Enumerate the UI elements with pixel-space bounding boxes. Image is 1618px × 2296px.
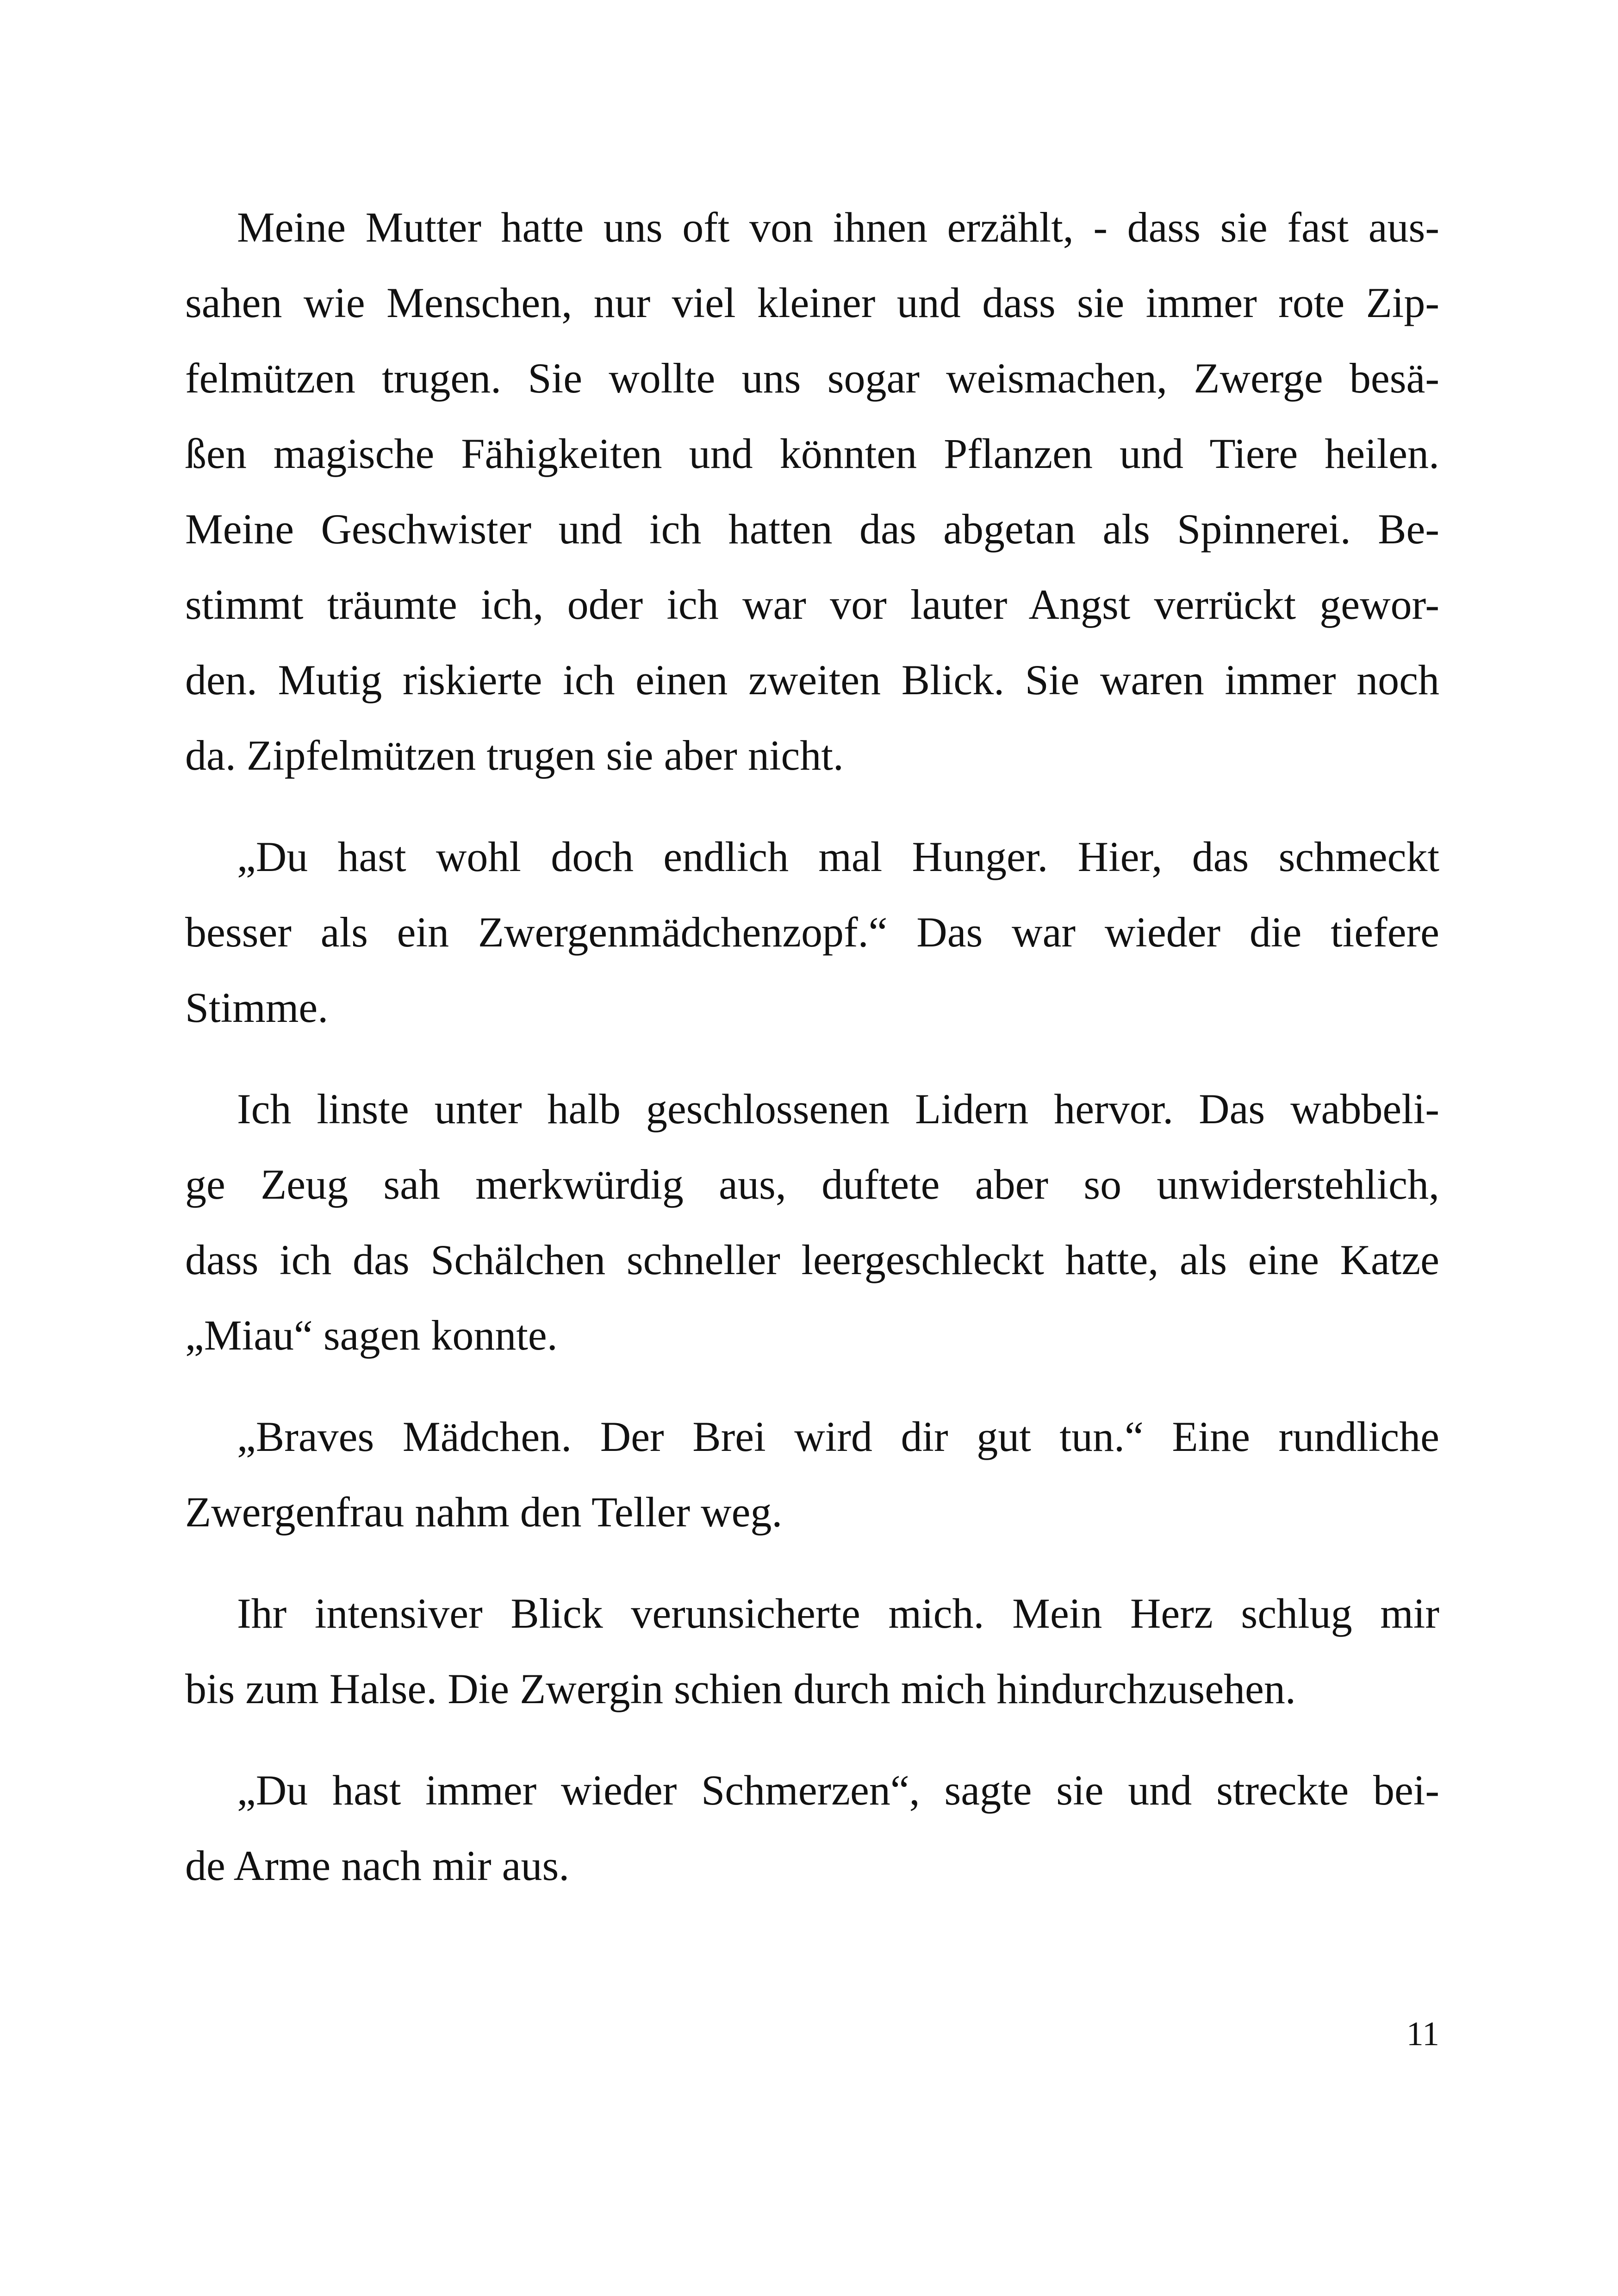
text-line: Ihr intensiver Blick verunsicherte mich. Mein Herz schlug mir (237, 1590, 1439, 1637)
text-line: dass ich das Schälchen schneller leergeschleckt hatte, als eine Katze (185, 1236, 1439, 1283)
text-line: den. Mutig riskierte ich einen zweiten Blick. Sie waren immer noch (185, 656, 1439, 703)
paragraph-6 (185, 1753, 1439, 1904)
text-line: de Arme nach mir aus. (185, 1842, 570, 1889)
text-line: besser als ein Zwergenmädchenzopf.“ Das war wieder die tiefere (185, 908, 1439, 956)
text-line: „Braves Mädchen. Der Brei wird dir gut tun.“ Eine rundliche (237, 1413, 1439, 1460)
text-line: sahen wie Menschen, nur viel kleiner und dass sie immer rote Zip- (185, 279, 1439, 326)
text-line: „Du hast wohl doch endlich mal Hunger. Hier, das schmeckt (237, 833, 1439, 880)
text-line: Zwergenfrau nahm den Teller weg. (185, 1488, 783, 1536)
paragraph-1 (185, 190, 1439, 793)
text-line: ge Zeug sah merkwürdig aus, duftete aber so unwiderstehlich, (185, 1161, 1439, 1208)
text-line: „Du hast immer wieder Schmerzen“, sagte sie und streckte bei- (237, 1767, 1439, 1814)
text-line: bis zum Halse. Die Zwergin schien durch mich hindurchzusehen. (185, 1665, 1296, 1712)
text-line: Stimme. (185, 984, 329, 1031)
text-line: da. Zipfelmützen trugen sie aber nicht. (185, 732, 844, 779)
text-line: ßen magische Fähigkeiten und könnten Pflanzen und Tiere heilen. (185, 430, 1439, 477)
page-number: 11 (1406, 2015, 1439, 2053)
paragraph-3 (185, 1071, 1439, 1373)
paragraph-5 (185, 1576, 1439, 1727)
body-text (185, 190, 1439, 1929)
text-line: felmützen trugen. Sie wollte uns sogar weismachen, Zwerge besä- (185, 355, 1439, 402)
text-line: „Miau“ sagen konnte. (185, 1312, 558, 1359)
text-line: Meine Mutter hatte uns oft von ihnen erzählt, - dass sie fast aus- (237, 204, 1439, 251)
text-line: stimmt träumte ich, oder ich war vor lauter Angst verrückt gewor- (185, 581, 1439, 628)
paragraph-2 (185, 819, 1439, 1045)
text-line: Ich linste unter halb geschlossenen Lidern hervor. Das wabbeli- (237, 1085, 1439, 1132)
text-line: Meine Geschwister und ich hatten das abgetan als Spinnerei. Be- (185, 505, 1439, 553)
paragraph-4 (185, 1399, 1439, 1550)
